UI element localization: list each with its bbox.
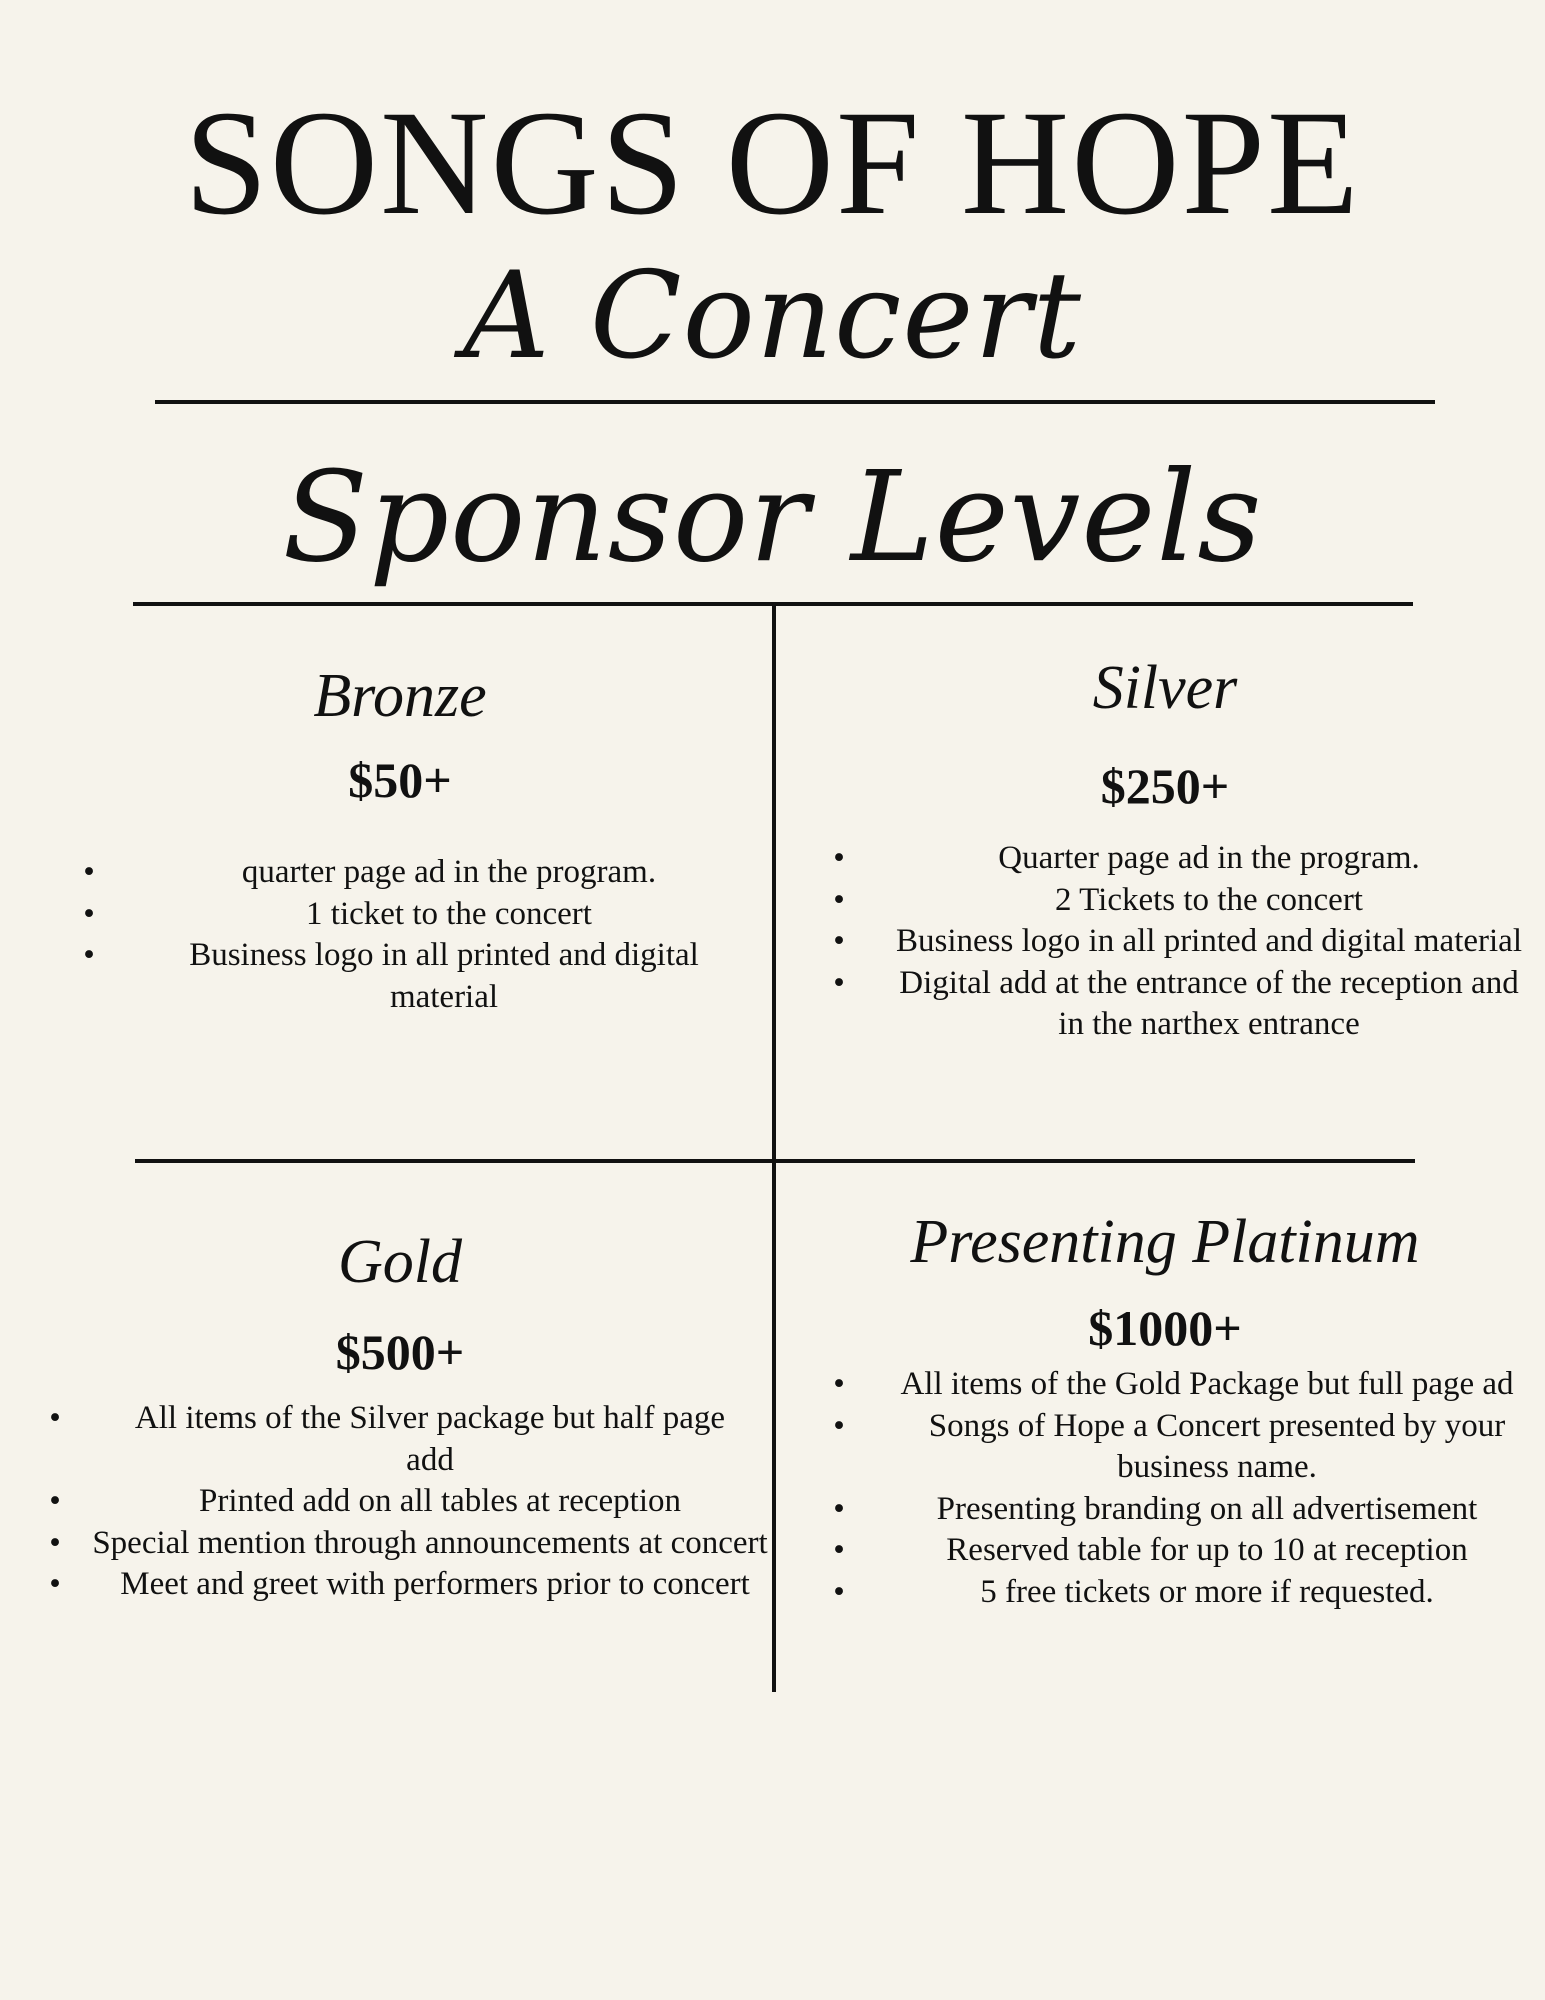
tier-price: $1000+ — [1088, 1300, 1242, 1356]
tier-price: $500+ — [335, 1324, 465, 1380]
bullet-icon: • — [833, 1407, 845, 1444]
bullet-icon: • — [49, 1566, 61, 1602]
bullet-icon: • — [833, 840, 845, 876]
perk-text: Business logo in all printed and digital material — [896, 923, 1522, 959]
list-item — [824, 921, 1524, 963]
perk-text: Songs of Hope a Concert presented by your business name. — [928, 1407, 1506, 1485]
bullet-icon: • — [833, 923, 845, 959]
perk-text: 2 Tickets to the concert — [1055, 881, 1363, 918]
tier-name: Silver — [1092, 654, 1238, 722]
list-item — [824, 1406, 1540, 1489]
perk-text: Presenting branding on all advertisement — [936, 1490, 1478, 1527]
bullet-icon: • — [49, 1483, 61, 1519]
bullet-icon: • — [833, 1366, 845, 1402]
page-subtitle: A Concert — [463, 247, 1082, 386]
list-item — [824, 963, 1524, 1046]
tier-name: Gold — [338, 1228, 462, 1296]
list-item — [824, 1489, 1540, 1531]
perk-text: quarter page ad in the program. — [241, 854, 657, 890]
tier-name: Presenting Platinum — [910, 1208, 1420, 1276]
list-item — [40, 1481, 770, 1523]
list-item — [824, 838, 1524, 880]
perk-text: All items of the Gold Package but full page ad — [900, 1366, 1514, 1402]
tier-perk-list — [40, 1398, 770, 1606]
perk-text: Special mention through announcements at concert — [92, 1524, 768, 1561]
bullet-icon: • — [83, 937, 95, 973]
tier-grid-vertical-divider — [772, 604, 776, 1692]
tier-grid-horizontal-divider — [135, 1159, 1415, 1163]
bullet-icon: • — [49, 1524, 61, 1561]
tier-perk-list — [824, 1364, 1540, 1613]
perk-text: Digital add at the entrance of the reception and in the narthex entrance — [899, 964, 1519, 1042]
perk-text: Meet and greet with performers prior to concert — [120, 1566, 750, 1602]
bullet-icon: • — [83, 854, 95, 890]
tier-price: $250+ — [1100, 758, 1230, 814]
list-item — [824, 1530, 1540, 1572]
perk-text: Printed add on all tables at reception — [198, 1483, 681, 1519]
list-item — [40, 1523, 770, 1565]
perk-text: Business logo in all printed and digital material — [189, 937, 699, 1015]
list-item — [824, 1572, 1540, 1614]
list-item — [74, 935, 754, 1018]
section-heading: Sponsor Levels — [282, 445, 1263, 590]
bullet-icon: • — [49, 1400, 61, 1436]
perk-text: 5 free tickets or more if requested. — [980, 1573, 1434, 1610]
perk-text: Reserved table for up to 10 at reception — [946, 1532, 1468, 1568]
list-item — [40, 1398, 770, 1481]
perk-text: All items of the Silver package but half page add — [134, 1400, 726, 1478]
tier-price: $50+ — [348, 752, 452, 808]
list-item — [824, 880, 1524, 922]
list-item — [74, 894, 754, 936]
list-item — [40, 1564, 770, 1606]
bullet-icon: • — [833, 881, 845, 918]
tier-perk-list — [824, 838, 1524, 1046]
list-item — [74, 852, 754, 894]
perk-text: 1 ticket to the concert — [306, 895, 592, 932]
bullet-icon: • — [83, 895, 95, 932]
tier-perk-list — [74, 852, 754, 1018]
header-divider — [155, 400, 1435, 404]
bullet-icon: • — [833, 1490, 845, 1527]
bullet-icon: • — [833, 964, 845, 1001]
list-item — [824, 1364, 1540, 1406]
bullet-icon: • — [833, 1532, 845, 1568]
page-title: SONGS OF HOPE — [184, 80, 1361, 246]
bullet-icon: • — [833, 1573, 845, 1610]
tier-name: Bronze — [313, 662, 487, 730]
perk-text: Quarter page ad in the program. — [998, 840, 1420, 876]
